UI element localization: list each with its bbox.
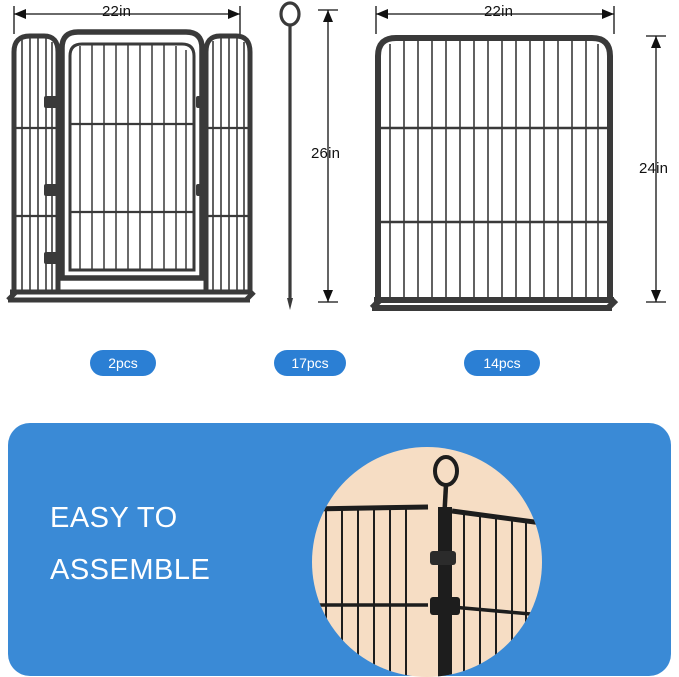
promo-title-line1: EASY TO: [50, 502, 178, 534]
fence-panel-illustration: [360, 0, 679, 320]
stake-height-label: 26in: [311, 145, 341, 162]
badge-gate-panel-qty: 2pcs: [90, 350, 156, 376]
fence-panel-width-label: 22in: [484, 3, 514, 20]
left-group-width-label: 22in: [102, 3, 132, 20]
badge-fence-panel-qty: 14pcs: [464, 350, 540, 376]
fence-panel-height-label: 24in: [639, 160, 669, 177]
promo-title: [50, 492, 330, 596]
gate-panel-group-illustration: [0, 0, 275, 320]
assembly-closeup-photo: [312, 447, 542, 677]
badge-stake-qty: 17pcs: [274, 350, 346, 376]
promo-title-line2: ASSEMBLE: [50, 554, 211, 586]
